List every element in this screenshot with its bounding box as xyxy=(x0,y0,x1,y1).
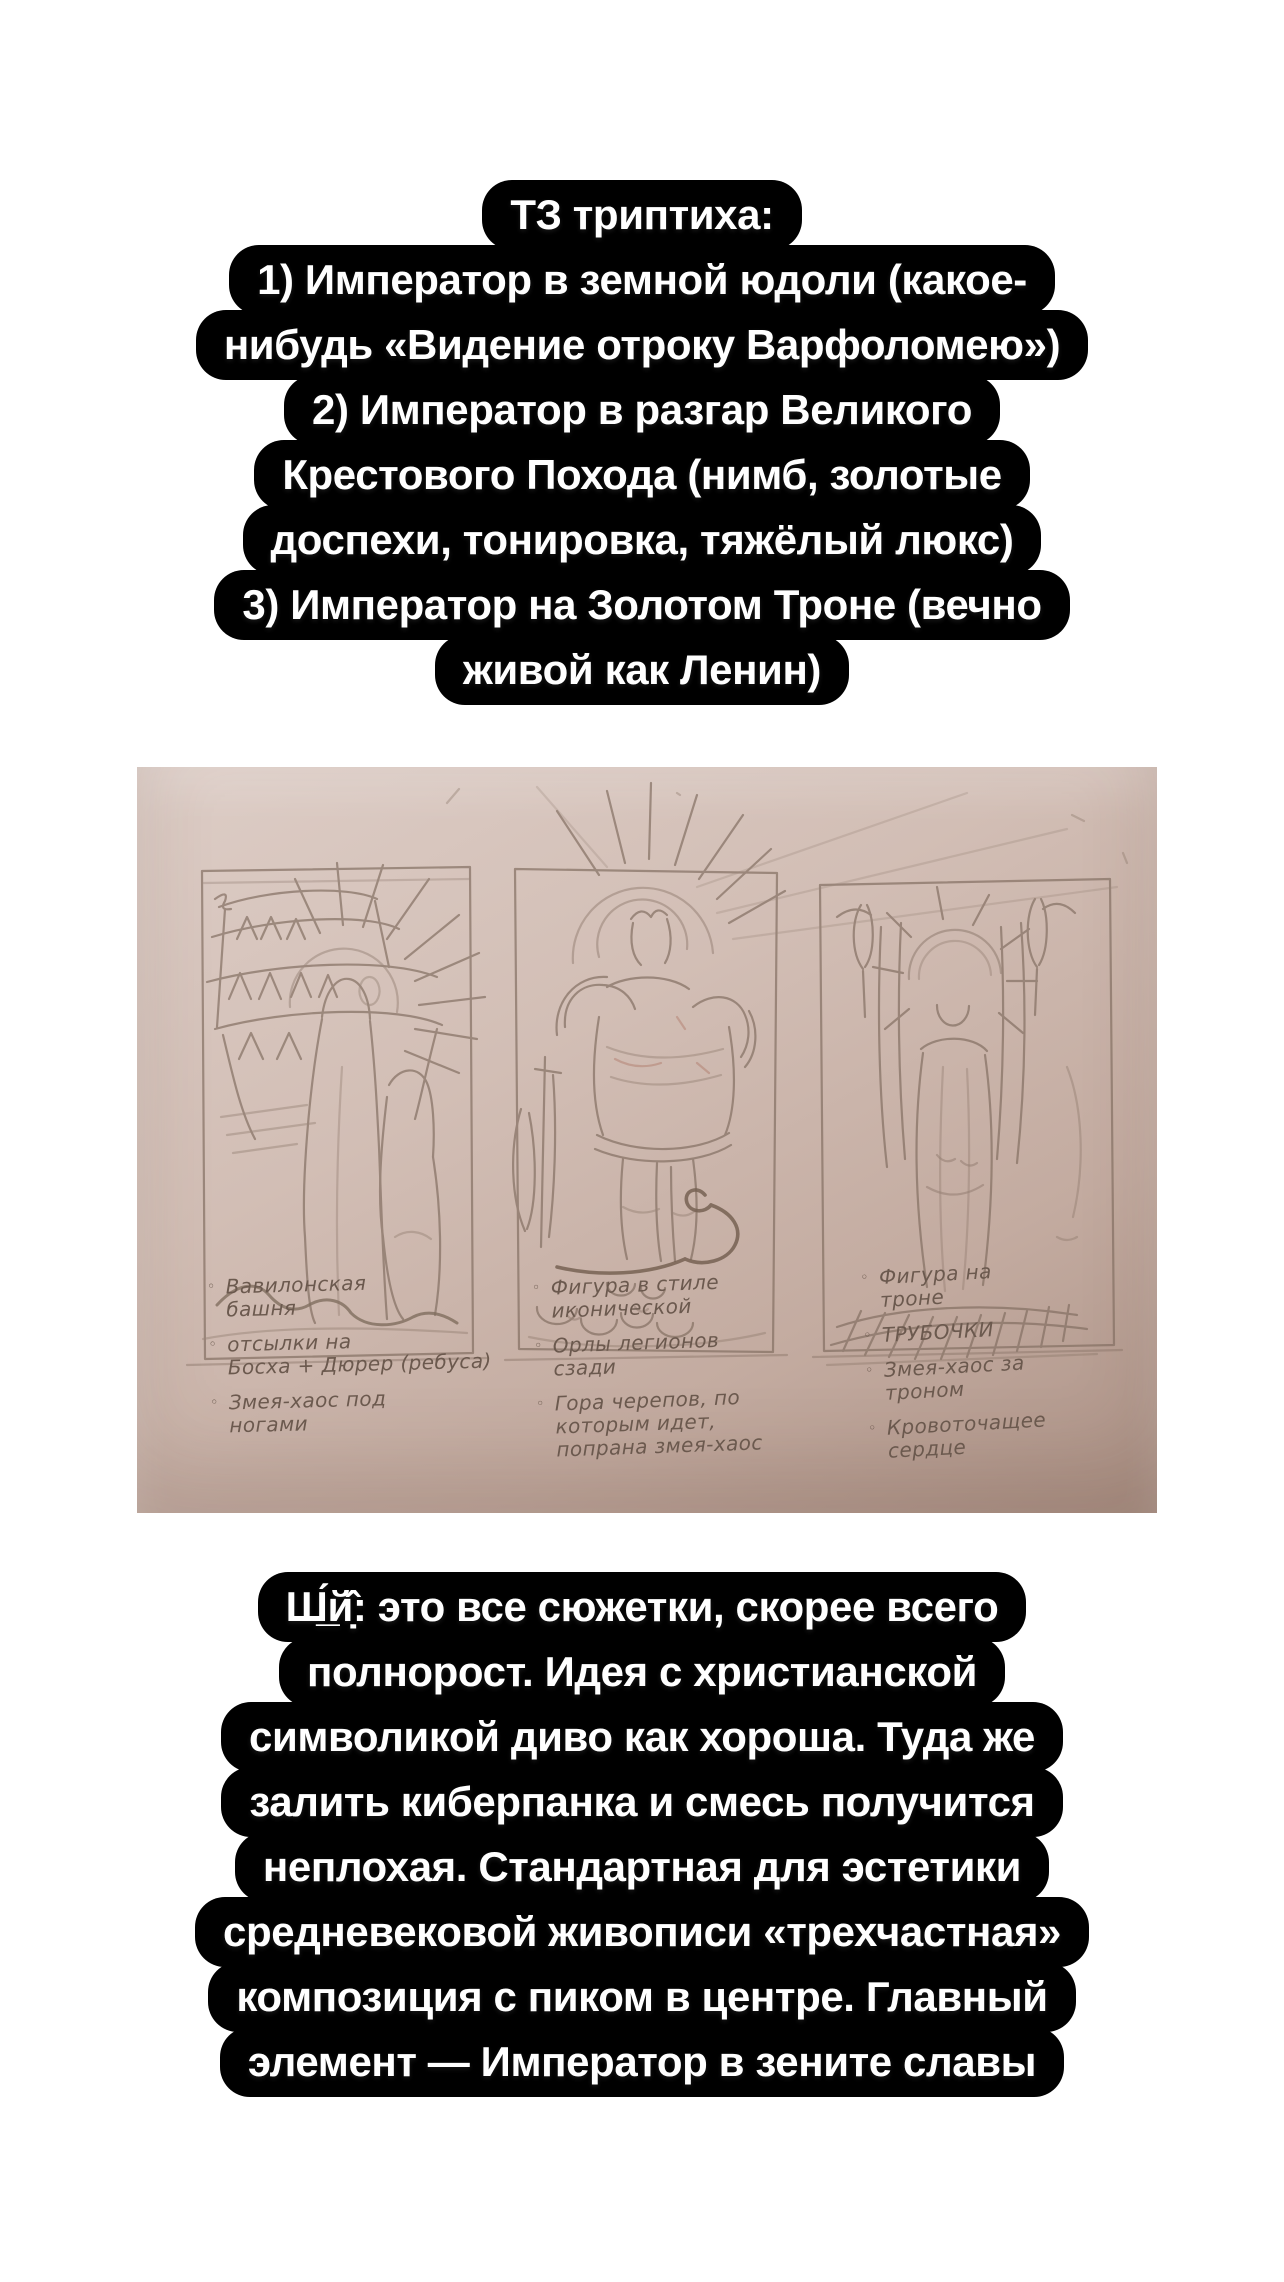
note-text: Змея-хаос за троном xyxy=(883,1350,1026,1405)
note-text: Орлы легионов сзади xyxy=(552,1327,720,1381)
bullet-icon: ◦ xyxy=(531,1279,541,1297)
sketch-photo xyxy=(137,767,1157,1513)
note-item xyxy=(863,1309,1164,1348)
story-text-line: Крестового Похода (нимб, золотые xyxy=(254,440,1029,510)
story-text-line: доспехи, тонировка, тяжёлый люкс) xyxy=(243,505,1042,575)
story-text-line: полнорост. Идея с христианской xyxy=(279,1637,1005,1707)
sketch-notes-middle xyxy=(532,1267,839,1474)
note-item xyxy=(534,1325,835,1381)
bullet-icon: ◦ xyxy=(208,1336,218,1353)
note-item xyxy=(207,1268,508,1322)
story-text-line: 1) Император в земной юдоли (какое- xyxy=(229,245,1055,315)
story-text-line: символикой диво как хороша. Туда же xyxy=(221,1702,1063,1772)
story-text-line: живой как Ленин) xyxy=(435,635,849,705)
bottom-caption-block xyxy=(0,1572,1284,2092)
note-text: Фигура на троне xyxy=(878,1259,993,1312)
note-text: Кровоточащее сердце xyxy=(886,1407,1047,1463)
note-item xyxy=(536,1383,838,1462)
story-text-line: Ш̲́й̣̂: это все сюжетки, скорее всего xyxy=(258,1572,1027,1642)
story-text-line: неплохая. Стандартная для эстетики xyxy=(235,1832,1049,1902)
story-text-line: нибудь «Видение отроку Варфоломею») xyxy=(196,310,1088,380)
note-item xyxy=(208,1326,509,1380)
note-text: Вавилонская башня xyxy=(225,1270,367,1322)
note-text: ТРУБОЧКИ xyxy=(881,1317,995,1347)
note-item xyxy=(865,1344,1167,1406)
sketch-notes-left xyxy=(207,1268,511,1450)
note-text: Змея-хаос под ногами xyxy=(228,1386,387,1438)
bullet-icon: ◦ xyxy=(867,1420,878,1437)
bullet-icon: ◦ xyxy=(209,1394,219,1411)
story-text-line: залить киберпанка и смесь получится xyxy=(221,1767,1062,1837)
story-text-line: ТЗ триптиха: xyxy=(482,180,801,250)
note-text: отсылки на Босха + Дюрер (ребуса) xyxy=(226,1329,492,1380)
bullet-icon: ◦ xyxy=(864,1362,875,1379)
top-caption-block xyxy=(0,180,1284,700)
note-item xyxy=(532,1267,833,1323)
note-text: Гора черепов, по которым идет, попрана змея-хаос xyxy=(554,1385,764,1462)
note-text: Фигура в стиле иконической xyxy=(550,1269,720,1323)
story-text-line: 2) Император в разгар Великого xyxy=(284,375,1000,445)
story-text-line: средневековой живописи «трехчастная» xyxy=(195,1897,1089,1967)
bullet-icon: ◦ xyxy=(859,1269,870,1286)
story-text-line: элемент — Император в зените славы xyxy=(220,2027,1064,2097)
bullet-icon: ◦ xyxy=(533,1337,544,1355)
bullet-icon: ◦ xyxy=(535,1395,546,1413)
bullet-icon: ◦ xyxy=(862,1327,873,1344)
story-text-line: 3) Император на Золотом Троне (вечно xyxy=(214,570,1069,640)
bullet-icon: ◦ xyxy=(206,1278,216,1295)
note-item xyxy=(210,1384,511,1438)
note-item xyxy=(868,1402,1170,1464)
story-text-line: композиция с пиком в центре. Главный xyxy=(208,1962,1075,2032)
sketch-notes-right xyxy=(860,1251,1171,1475)
